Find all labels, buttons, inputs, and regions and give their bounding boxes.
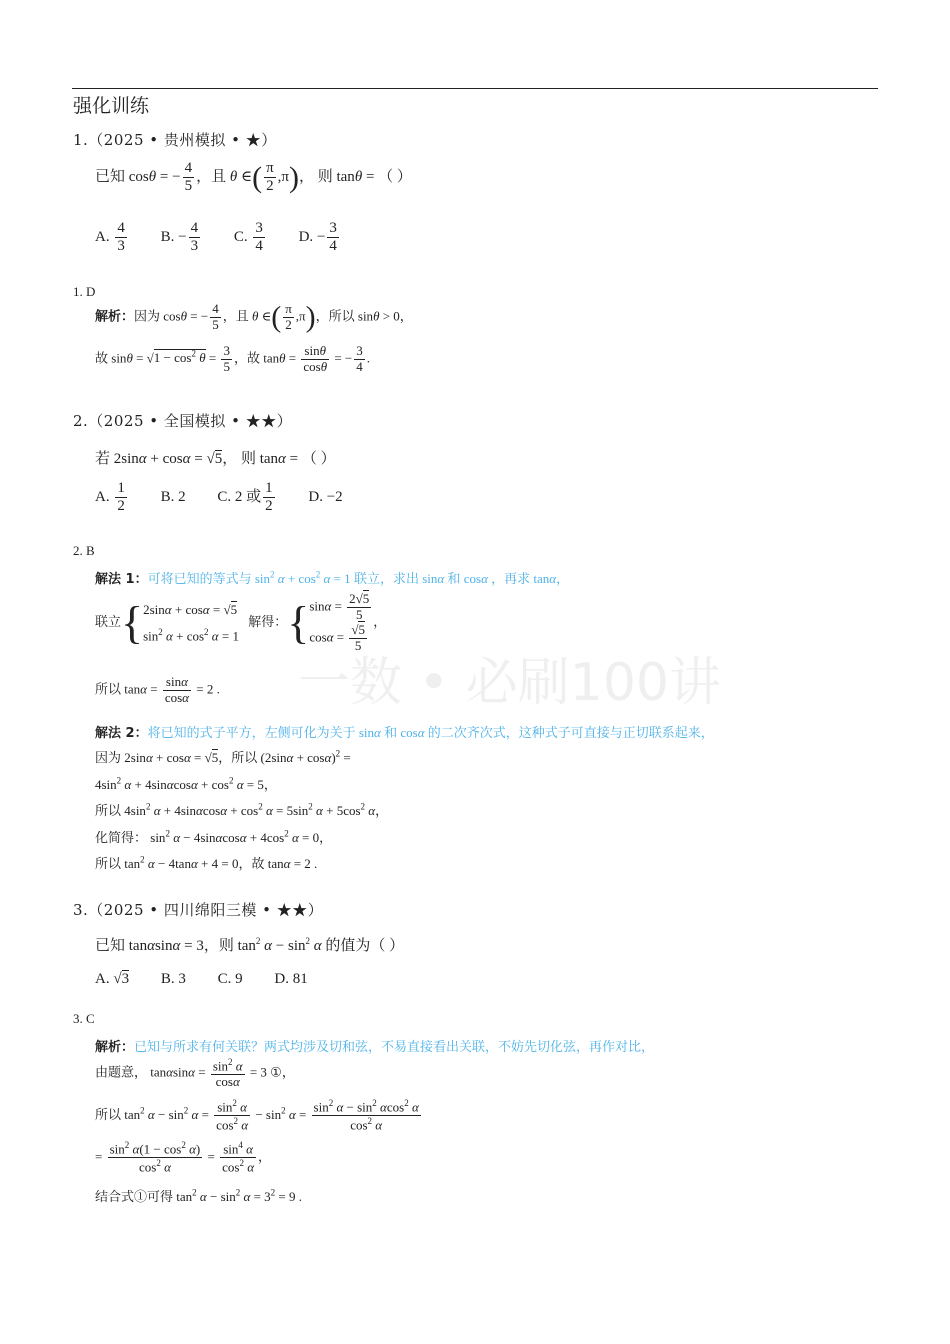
q2-method2-line3: 所以 $4\sin^2$ $\alpha + 4\sin\alpha\cos\alpha + \cos^2 \alpha = 5\sin^2$ $\alpha + 5\cos^2$ α， [95, 801, 389, 818]
q2-method2-line5: 所以 $\tan^2 \alpha - 4\tan\alpha + 4 = 0$，故 tanα = 2 . [95, 854, 318, 871]
q1-option-c[interactable]: C. $\frac{3}{4}$ [233, 220, 263, 255]
q1-option-a[interactable]: A. $\frac{4}{3}$ [95, 220, 125, 255]
q2-header: 2.（2025 • 全国模拟 • ★★） [73, 412, 293, 430]
q2-method2-note: 解法 2：将已知的式子平方，左侧可化为关于 sinα 和 cosα 的二次齐次式，这种式子可直接与正切联系起来， [95, 725, 714, 741]
q2-method1-note: 解法 1：可将已知的等式与 $\sin^2 \alpha + \cos^2 \alpha = 1$ 联立，求出 sinα 和 cosα ，再求 tanα， [95, 569, 570, 587]
watermark: 一数 • 必刷100讲 [298, 653, 721, 713]
q1-option-d[interactable]: D. − $\frac{3}{4}$ [298, 220, 337, 255]
q1-stem: 已知 cosθ = − $\frac{4}{5}$ ，且 θ ∈( $\frac{\pi}{2}$ ,π)， 则 tanθ = （ ） [95, 160, 412, 195]
q2-option-b[interactable]: B. 2 [160, 489, 186, 506]
q1-options [95, 220, 369, 256]
q3-solution-line4: 结合式①可得 $\tan^2 \alpha - \sin^2 \alpha = 3^2 = 9$ . [95, 1187, 303, 1204]
q3-option-b[interactable]: B. 3 [160, 971, 186, 987]
q1-solution-line2: 故 $\sin\theta = √1 - \cos^2 \theta$ = $\frac{3}{5}$ ，故 tanθ = $\frac{\sin\theta}{\cos\theta}$ = − $\frac{3}{4}$ . [95, 343, 370, 374]
q3-solution-note: 解析：已知与所求有何关联？两式均涉及切和弦，不易直接看出关联，不妨先切化弦，再作对比， [95, 1039, 655, 1055]
q2-method2-line1: 因为 2sinα + cosα = √5，所以 $(2\sin\alpha + \cos\alpha)^2$ = [95, 748, 351, 765]
q3-option-c[interactable]: C. 9 [217, 971, 243, 987]
q2-options [95, 480, 371, 516]
q3-option-d[interactable]: D. 81 [274, 971, 308, 987]
q3-option-a[interactable]: A. √3 [95, 971, 130, 987]
q3-answer: 3. C [73, 1011, 95, 1026]
q1-answer: 1. D [73, 284, 96, 299]
q1-header: 1.（2025 • 贵州模拟 • ★） [73, 131, 277, 149]
q2-method2-line4: 化简得： $\sin^2 \alpha - 4\sin\alpha\cos\alpha + 4\cos^2$ α = 0， [95, 828, 333, 845]
header-rule [72, 88, 878, 89]
section-title: 强化训练 [73, 95, 150, 117]
q1-solution-line1: 解析：因为 cosθ = − $\frac{4}{5}$ ，且 θ ∈( $\frac{\pi}{2}$ ,π)，所以 sinθ > 0， [95, 300, 413, 334]
q2-option-d[interactable]: D. −2 [308, 489, 343, 506]
q2-method1-result: 所以 tanα = $\frac{\sin\alpha}{\cos\alpha}$ = 2 . [95, 674, 220, 705]
q2-option-a[interactable]: A. $\frac{1}{2}$ [95, 480, 125, 515]
q3-solution-line2: 所以 $\tan^2 \alpha - \sin^2 \alpha$ = $\frac{\sin^2 \alpha}{\cos^2 \alpha}$ − $\sin^2 \alpha$ = $\frac{\sin^2 \alpha - \sin^2 \alpha\cos^2 \alpha}{\cos^2 \alpha}$ [95, 1098, 419, 1133]
q3-solution-line3: = $\frac{\sin^2 \alpha(1 - \cos^2 \alpha)}{\cos^2 \alpha}$ = $\frac{\sin^4 \alpha}{\cos^2 \alpha}$ ， [95, 1140, 272, 1175]
q2-option-c[interactable]: C. 2 或 $\frac{1}{2}$ [217, 480, 273, 515]
q3-stem: 已知 tanαsinα = 3，则 $\tan^2 \alpha - \sin^2 \alpha$ 的值为（ ） [95, 936, 405, 954]
q1-option-b[interactable]: B. − $\frac{4}{3}$ [160, 220, 199, 255]
q2-system: 联立{ 2sinα + cosα = √5 $\sin^2 \alpha + \cos^2 \alpha = 1$ 解得：{ sinα = $\frac{2√5}{5}$ cosα = $\frac{√5}{5}$ ， [95, 591, 387, 653]
q2-method2-line2: $4\sin^2$ $\alpha + 4\sin\alpha\cos\alpha + \cos^2 \alpha = 5$， [95, 775, 277, 792]
q3-options [95, 971, 336, 988]
q3-header: 3.（2025 • 四川绵阳三模 • ★★） [73, 901, 324, 919]
q3-solution-line1: 由题意， tanαsinα = $\frac{\sin^2 \alpha}{\cos\alpha}$ = 3 ①， [95, 1057, 295, 1090]
q2-stem: 若 2sinα + cosα = √5， 则 tanα = （ ） [95, 451, 336, 467]
q2-answer: 2. B [73, 543, 95, 558]
